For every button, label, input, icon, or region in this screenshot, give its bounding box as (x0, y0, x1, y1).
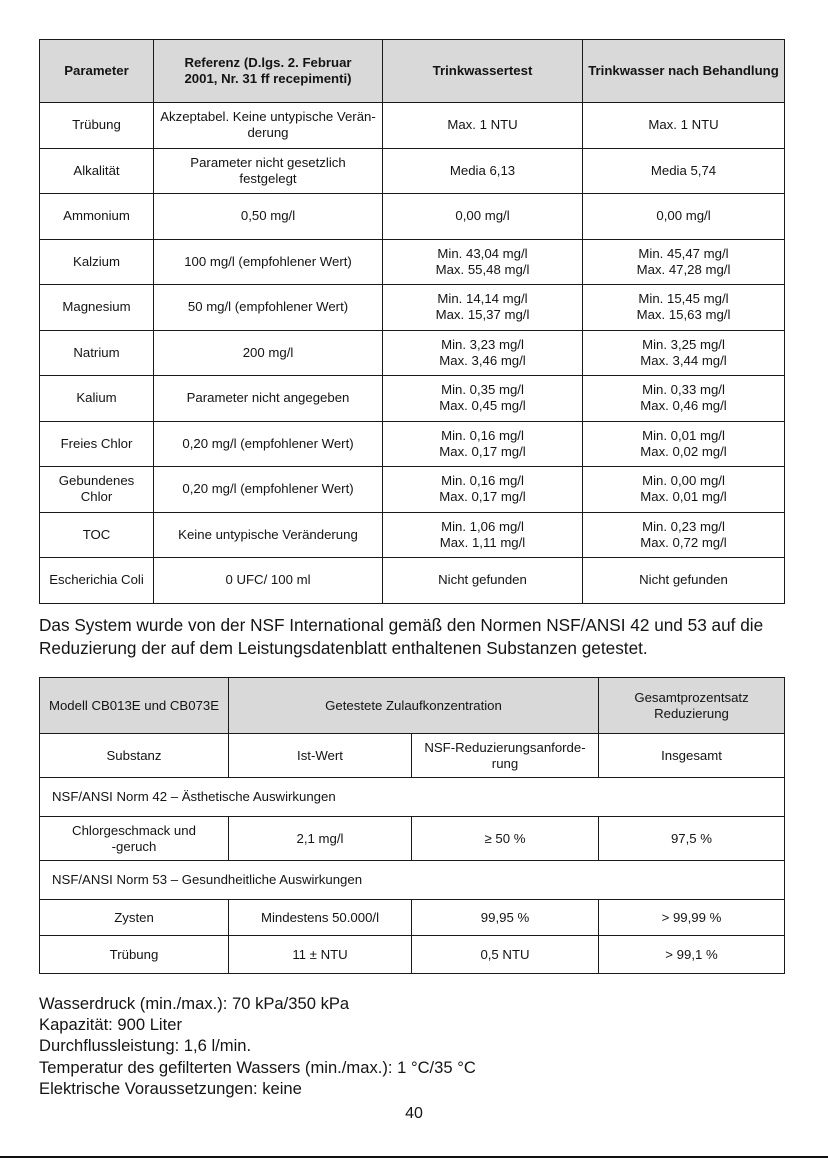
cell: Escherichia Coli (40, 558, 154, 604)
cell: Min. 15,45 mg/l Max. 15,63 mg/l (583, 285, 785, 331)
cell: Parameter nicht gesetzlich festgelegt (154, 148, 383, 194)
cell: 2,1 mg/l (229, 817, 412, 861)
spec-elektrisch: Elektrische Voraussetzungen: keine (39, 1078, 302, 1098)
cell: Nicht gefunden (383, 558, 583, 604)
cell: Zysten (40, 900, 229, 936)
cell: Min. 0,33 mg/l Max. 0,46 mg/l (583, 376, 785, 422)
header-parameter: Parameter (40, 40, 154, 103)
cell: Min. 0,35 mg/l Max. 0,45 mg/l (383, 376, 583, 422)
table-row (40, 148, 785, 194)
cell: Min. 3,23 mg/l Max. 3,46 mg/l (383, 330, 583, 376)
spec-durchfluss: Durchflussleistung: 1,6 l/min. (39, 1036, 252, 1056)
cell: Alkalität (40, 148, 154, 194)
cell: Min. 1,06 mg/l Max. 1,11 mg/l (383, 512, 583, 558)
header-model: Modell CB013E und CB073E (40, 678, 229, 734)
table-row (40, 936, 785, 974)
table-row (40, 558, 785, 604)
table-row (40, 376, 785, 422)
header-substanz: Substanz (40, 734, 229, 778)
spec-temperatur: Temperatur des gefilterten Wassers (min./max.): 1 °C/35 °C (39, 1057, 476, 1077)
spec-kapazitaet: Kapazität: 900 Liter (39, 1015, 182, 1035)
header-trinkwassertest: Trinkwassertest (383, 40, 583, 103)
table-row (40, 512, 785, 558)
specifications-list (39, 993, 476, 1099)
cell: 0 UFC/ 100 ml (154, 558, 383, 604)
cell: ≥ 50 % (412, 817, 599, 861)
cell: Kalium (40, 376, 154, 422)
nsf-test-paragraph: Das System wurde von der NSF International gemäß den Normen NSF/ANSI 42 und 53 auf die Reduzierung der auf dem Leistungsdatenblatt enthaltenen Substanzen getestet. (39, 615, 764, 658)
cell: Akzeptabel. Keine untypische Verän-derung (154, 103, 383, 149)
cell: Chlorgeschmack und -geruch (40, 817, 229, 861)
cell: 11 ± NTU (229, 936, 412, 974)
cell: Max. 1 NTU (583, 103, 785, 149)
cell: Media 6,13 (383, 148, 583, 194)
table-row (40, 103, 785, 149)
section-norm-53: NSF/ANSI Norm 53 – Gesundheitliche Auswirkungen (40, 861, 785, 900)
cell: Min. 0,23 mg/l Max. 0,72 mg/l (583, 512, 785, 558)
cell: Min. 14,14 mg/l Max. 15,37 mg/l (383, 285, 583, 331)
cell: Min. 0,16 mg/l Max. 0,17 mg/l (383, 467, 583, 513)
nsf-reduction-table (39, 677, 785, 974)
cell: 99,95 % (412, 900, 599, 936)
bottom-divider (0, 1156, 828, 1158)
page-number: 40 (405, 1105, 423, 1122)
section-row (40, 778, 785, 817)
cell: Min. 43,04 mg/l Max. 55,48 mg/l (383, 239, 583, 285)
cell: Min. 45,47 mg/l Max. 47,28 mg/l (583, 239, 785, 285)
cell: Ammonium (40, 194, 154, 240)
cell: Media 5,74 (583, 148, 785, 194)
header-insgesamt: Insgesamt (599, 734, 785, 778)
table-row (40, 467, 785, 513)
cell: 100 mg/l (empfohlener Wert) (154, 239, 383, 285)
table-row (40, 239, 785, 285)
table-row (40, 330, 785, 376)
cell: 0,20 mg/l (empfohlener Wert) (154, 421, 383, 467)
table-row (40, 194, 785, 240)
cell: Nicht gefunden (583, 558, 785, 604)
water-analysis-table (39, 39, 785, 604)
cell: TOC (40, 512, 154, 558)
cell: Trübung (40, 936, 229, 974)
section-norm-42: NSF/ANSI Norm 42 – Ästhetische Auswirkungen (40, 778, 785, 817)
spec-wasserdruck: Wasserdruck (min./max.): 70 kPa/350 kPa (39, 994, 350, 1013)
cell: Kalzium (40, 239, 154, 285)
cell: 0,00 mg/l (383, 194, 583, 240)
cell: Parameter nicht angegeben (154, 376, 383, 422)
header-total-reduction: Gesamtprozentsatz Reduzierung (599, 678, 785, 734)
table-row (40, 421, 785, 467)
cell: 0,00 mg/l (583, 194, 785, 240)
cell: Min. 3,25 mg/l Max. 3,44 mg/l (583, 330, 785, 376)
cell: Gebundenes Chlor (40, 467, 154, 513)
cell: Natrium (40, 330, 154, 376)
cell: Mindestens 50.000/l (229, 900, 412, 936)
cell: 0,50 mg/l (154, 194, 383, 240)
cell: Freies Chlor (40, 421, 154, 467)
cell: Trübung (40, 103, 154, 149)
cell: 0,5 NTU (412, 936, 599, 974)
cell: > 99,1 % (599, 936, 785, 974)
cell: 0,20 mg/l (empfohlener Wert) (154, 467, 383, 513)
cell: 50 mg/l (empfohlener Wert) (154, 285, 383, 331)
cell: Min. 0,01 mg/l Max. 0,02 mg/l (583, 421, 785, 467)
cell: Min. 0,00 mg/l Max. 0,01 mg/l (583, 467, 785, 513)
cell: Max. 1 NTU (383, 103, 583, 149)
cell: 200 mg/l (154, 330, 383, 376)
table-row (40, 285, 785, 331)
header-ist-wert: Ist-Wert (229, 734, 412, 778)
cell: Magnesium (40, 285, 154, 331)
table-row (40, 817, 785, 861)
table-row (40, 900, 785, 936)
cell: 97,5 % (599, 817, 785, 861)
header-behandlung: Trinkwasser nach Behandlung (583, 40, 785, 103)
cell: Min. 0,16 mg/l Max. 0,17 mg/l (383, 421, 583, 467)
table-header-row (40, 678, 785, 734)
section-row (40, 861, 785, 900)
header-tested-concentration: Getestete Zulaufkonzentration (229, 678, 599, 734)
cell: > 99,99 % (599, 900, 785, 936)
table-subheader-row (40, 734, 785, 778)
cell: Keine untypische Veränderung (154, 512, 383, 558)
header-nsf-anforderung: NSF-Reduzierungsanforde-rung (412, 734, 599, 778)
table-header-row (40, 40, 785, 103)
header-referenz: Referenz (D.lgs. 2. Februar 2001, Nr. 31 ff recepimenti) (154, 40, 383, 103)
